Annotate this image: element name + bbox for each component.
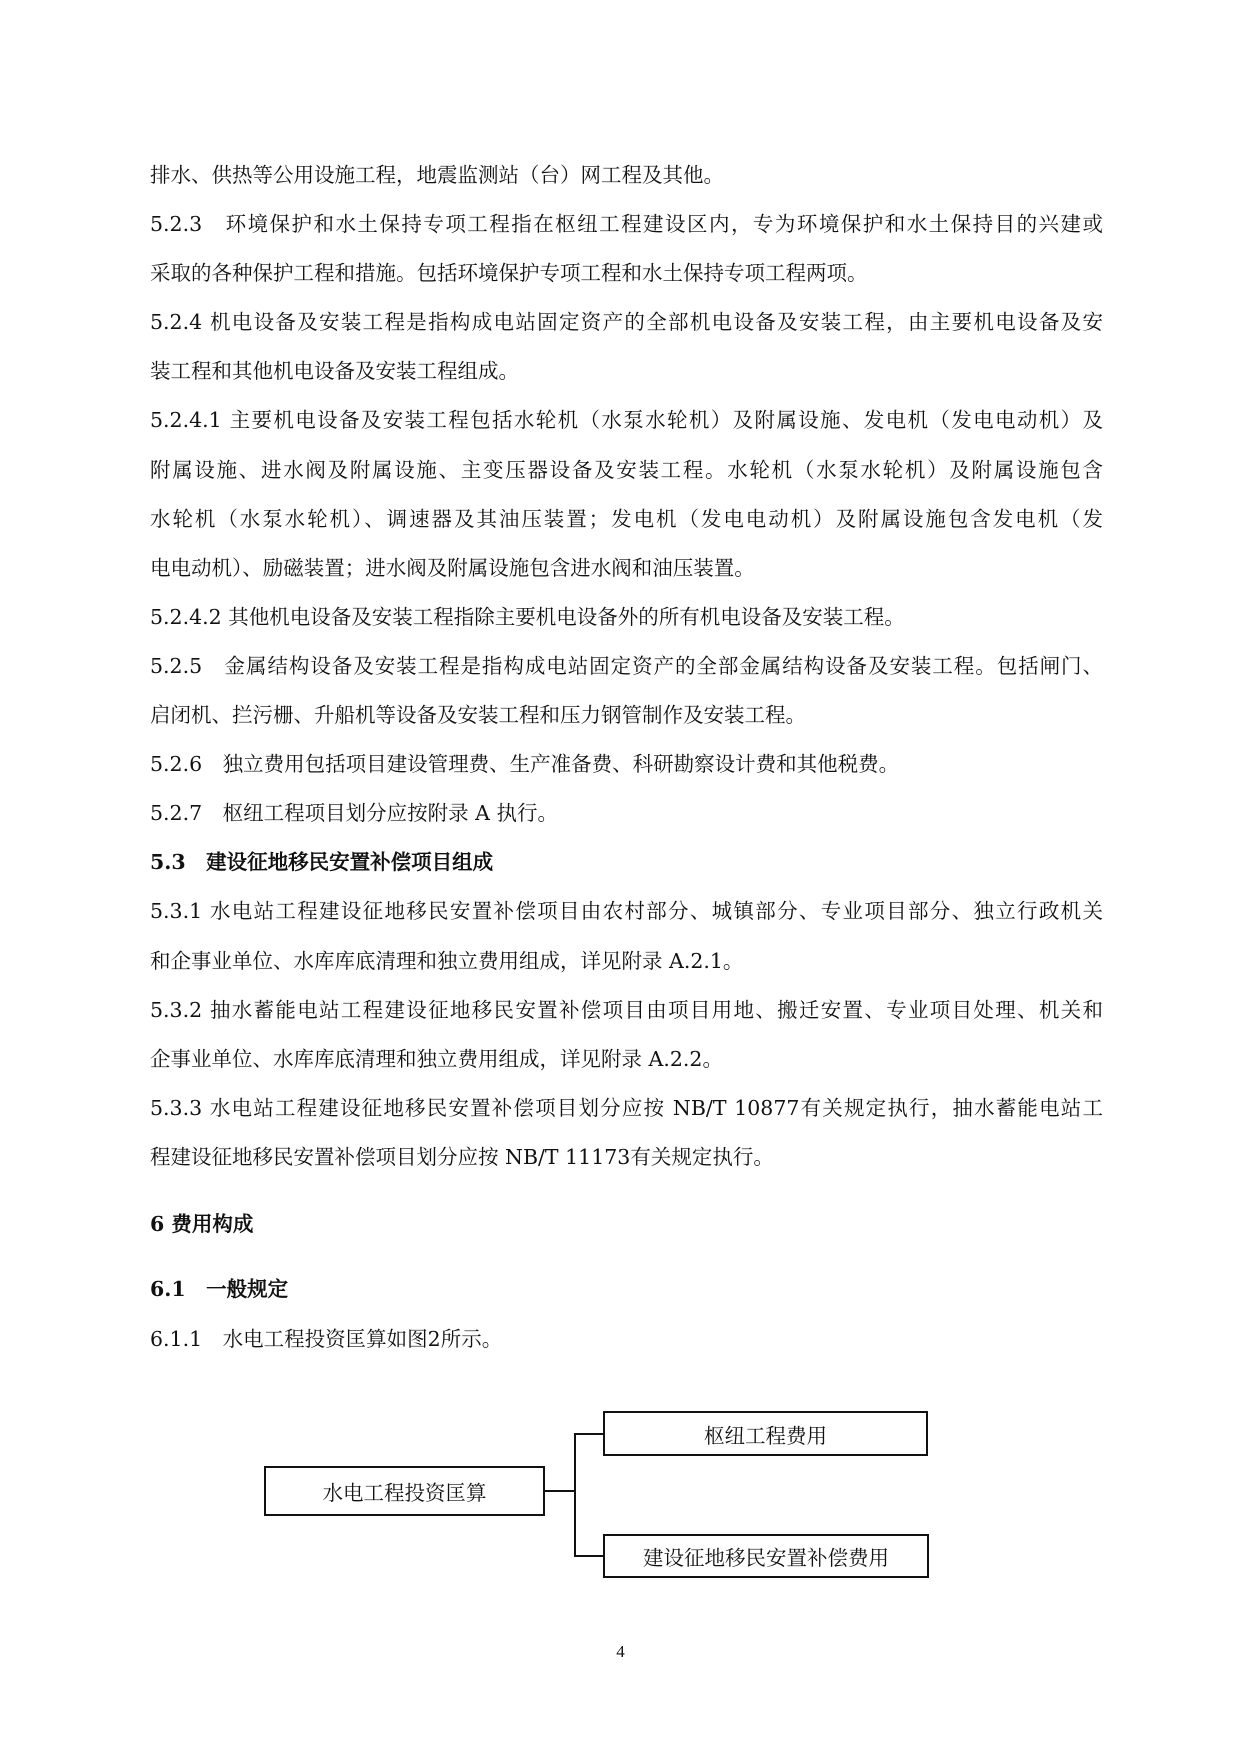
- clause-5-2-3: 5.2.3 环境保护和水土保持专项工程指在枢纽工程建设区内，专为环境保护和水土保持目的兴建或: [150, 212, 1103, 237]
- clause-5-2-5: 5.2.5 金属结构设备及安装工程是指构成电站固定资产的全部金属结构设备及安装工程。包括闸门、: [150, 653, 1103, 678]
- body-text: [150, 151, 1103, 1364]
- diagram-child-box: [603, 1411, 928, 1456]
- text-line: 附属设施、进水阀及附属设施、主变压器设备及安装工程。水轮机（水泵水轮机）及附属设施包含: [150, 457, 1103, 482]
- clause-6-1-1: 6.1.1 水电工程投资匡算如图2所示。: [150, 1327, 503, 1352]
- clause-5-3-2: 5.3.2 抽水蓄能电站工程建设征地移民安置补偿项目由项目用地、搬迁安置、专业项目处理、机关和: [150, 997, 1103, 1022]
- clause-5-2-7: 5.2.7 枢纽工程项目划分应按附录 A 执行。: [150, 801, 558, 826]
- text-line: 启闭机、拦污栅、升船机等设备及安装工程和压力钢管制作及安装工程。: [150, 703, 806, 728]
- text-line: 和企事业单位、水库库底清理和独立费用组成，详见附录 A.2.1。: [150, 948, 744, 973]
- section-heading-6-1: 6.1 一般规定: [150, 1277, 289, 1302]
- text-line: 企事业单位、水库库底清理和独立费用组成，详见附录 A.2.2。: [150, 1046, 723, 1071]
- clause-5-2-4-1: 5.2.4.1 主要机电设备及安装工程包括水轮机（水泵水轮机）及附属设施、发电机（发电电动机）及: [150, 408, 1103, 433]
- diagram-root-box: [264, 1466, 545, 1516]
- chapter-heading-6: 6 费用构成: [150, 1211, 254, 1236]
- text-line: 程建设征地移民安置补偿项目划分应按 NB/T 11173有关规定执行。: [150, 1144, 774, 1169]
- diagram-root-label: 水电工程投资匡算: [322, 1481, 487, 1505]
- connector-line: [574, 1433, 604, 1435]
- connector-line: [574, 1433, 576, 1557]
- text-line: 采取的各种保护工程和措施。包括环境保护专项工程和水土保持专项工程两项。: [150, 261, 868, 286]
- section-heading-5-3: 5.3 建设征地移民安置补偿项目组成: [150, 850, 494, 875]
- page-number: 4: [616, 1642, 625, 1661]
- clause-5-3-1: 5.3.1 水电站工程建设征地移民安置补偿项目由农村部分、城镇部分、专业项目部分、独立行政机关: [150, 899, 1103, 924]
- diagram-child-label: 枢纽工程费用: [704, 1423, 827, 1448]
- clause-5-2-4: 5.2.4 机电设备及安装工程是指构成电站固定资产的全部机电设备及安装工程，由主要机电设备及安: [150, 310, 1103, 335]
- text-line: 水轮机（水泵水轮机）、调速器及其油压装置；发电机（发电电动机）及附属设施包含发电机（发: [150, 506, 1103, 531]
- clause-5-2-6: 5.2.6 独立费用包括项目建设管理费、生产准备费、科研勘察设计费和其他税费。: [150, 752, 900, 777]
- diagram-child-box: [603, 1534, 929, 1578]
- diagram-child-label: 建设征地移民安置补偿费用: [643, 1546, 889, 1570]
- clause-5-3-3: 5.3.3 水电站工程建设征地移民安置补偿项目划分应按 NB/T 10877有关规定执行，抽水蓄能电站工: [150, 1095, 1103, 1120]
- connector-line: [574, 1555, 604, 1557]
- text-line: 装工程和其他机电设备及安装工程组成。: [150, 359, 519, 384]
- text-line: 电电动机）、励磁装置；进水阀及附属设施包含进水阀和油压装置。: [150, 555, 755, 580]
- connector-line: [545, 1490, 575, 1492]
- text-line: 排水、供热等公用设施工程，地震监测站（台）网工程及其他。: [150, 163, 724, 187]
- clause-5-2-4-2: 5.2.4.2 其他机电设备及安装工程指除主要机电设备外的所有机电设备及安装工程。: [150, 604, 905, 629]
